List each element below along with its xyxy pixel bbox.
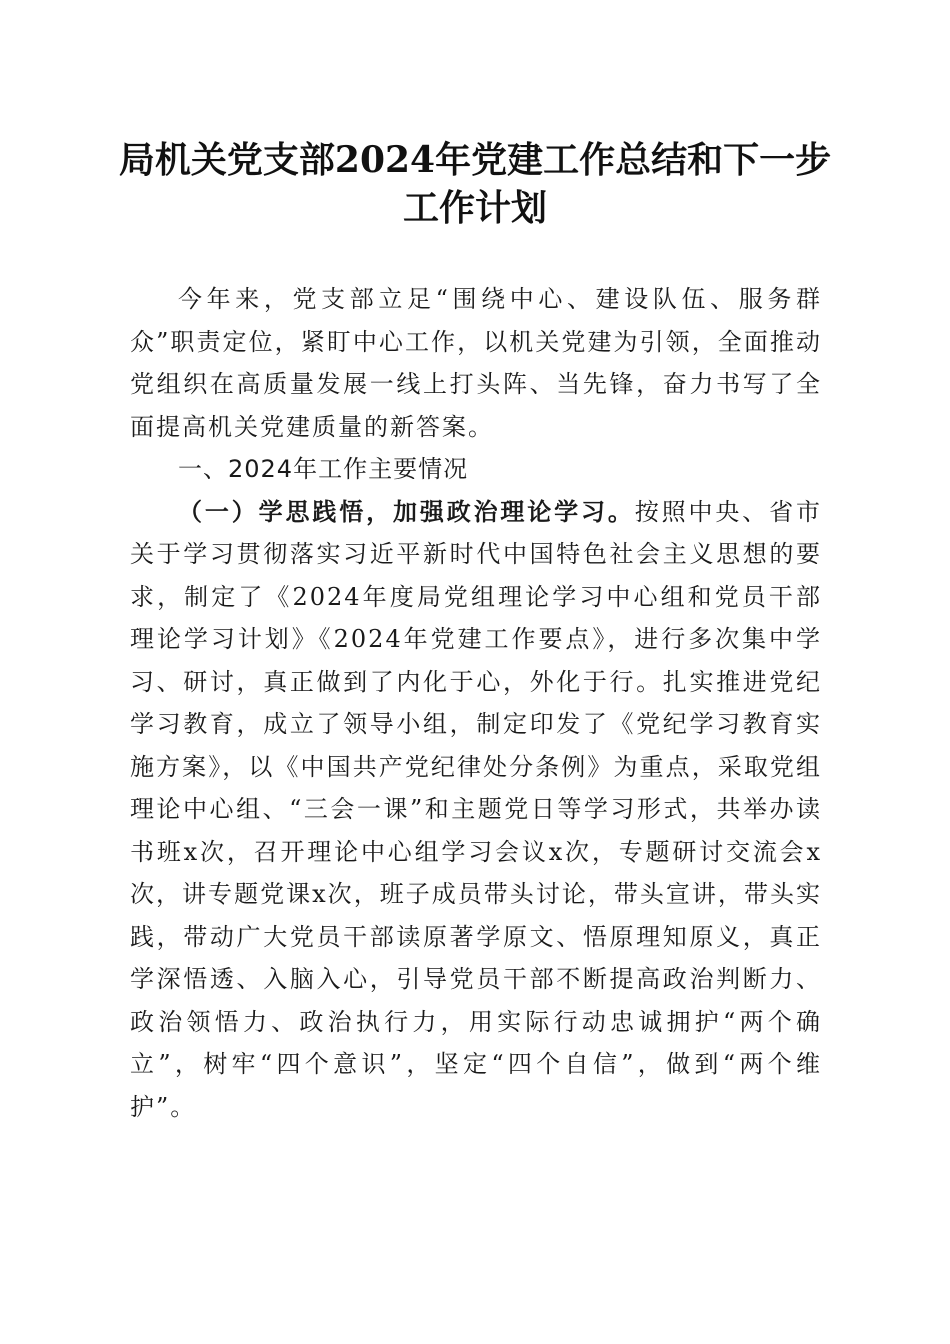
intro-paragraph: 今年来，党支部立足“围绕中心、建设队伍、服务群众”职责定位，紧盯中心工作，以机关党建为引领，全面推动党组织在高质量发展一线上打头阵、当先锋，奋力书写了全面提高机关党建质量的新答案。	[130, 285, 822, 441]
section-heading: 一、2024年工作主要情况	[178, 455, 469, 483]
document-body	[130, 278, 822, 1128]
subsection-text: 按照中央、省市关于学习贯彻落实习近平新时代中国特色社会主义思想的要求，制定了《2024年度局党组理论学习中心组和党员干部理论学习计划》《2024年党建工作要点》，进行多次集中学习、研讨，真正做到了内化于心，外化于行。扎实推进党纪学习教育，成立了领导小组，制定印发了《党纪学习教育实施方案》，以《中国共产党纪律处分条例》为重点，采取党组理论中心组、“三会一课”和主题党日等学习形式，共举办读书班x次，召开理论中心组学习会议x次，专题研讨交流会x次，讲专题党课x次，班子成员带头讨论，带头宣讲，带头实践，带动广大党员干部读原著学原文、悟原理知原义，真正学深悟透、入脑入心，引导党员干部不断提高政治判断力、政治领悟力、政治执行力，用实际行动忠诚拥护“两个确立”，树牢“四个意识”，坚定“四个自信”，做到“两个维护”。	[130, 497, 822, 1121]
document-title: 局机关党支部2024年党建工作总结和下一步工作计划	[118, 139, 832, 229]
subsection-paragraph	[130, 491, 822, 1129]
subsection-lead: （一）学思践悟，加强政治理论学习。	[178, 496, 635, 526]
